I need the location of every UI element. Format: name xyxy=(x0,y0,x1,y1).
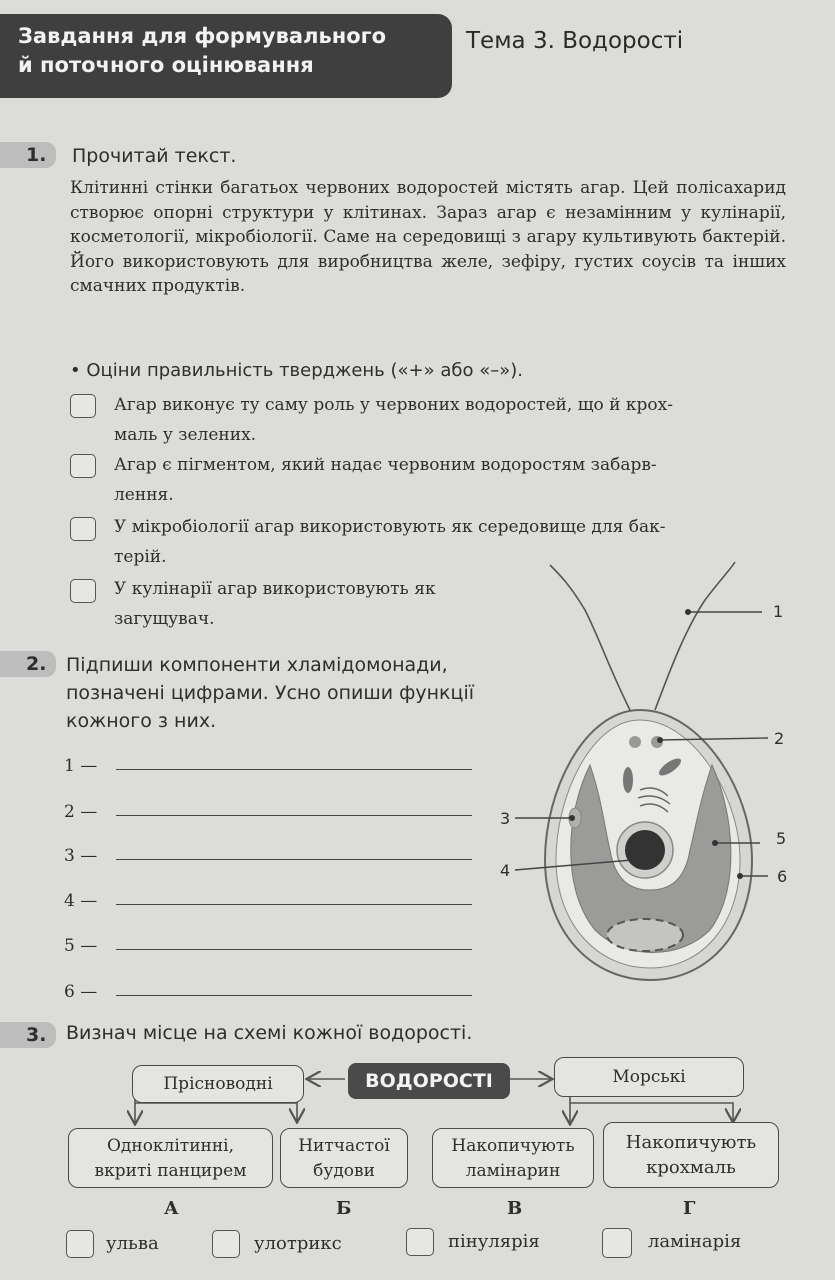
answer2-line[interactable] xyxy=(116,815,472,816)
answer2-label: 2 — xyxy=(64,802,98,822)
statement4-line1: У кулінарії агар використовують як xyxy=(114,579,436,599)
leaf-v-line2: ламінарин xyxy=(465,1161,561,1181)
diagram-label-6: 6 xyxy=(777,867,788,886)
task3-instruction: Визнач місце на схемі кожної водорості. xyxy=(66,1022,473,1044)
statement1 xyxy=(114,390,673,450)
diagram-label-3: 3 xyxy=(500,809,511,828)
statement2-checkbox[interactable] xyxy=(70,454,96,478)
answer5-line[interactable] xyxy=(116,949,472,950)
letter-b: Б xyxy=(336,1198,352,1219)
box-leaf-g xyxy=(603,1122,779,1188)
box-leaf-b xyxy=(280,1128,408,1188)
section-title-line1: Завдання для формувального xyxy=(18,24,387,48)
leaf-a-line2: вкриті панцирем xyxy=(94,1161,247,1181)
option-ulva-label: ульва xyxy=(106,1233,159,1254)
option-laminaria-label: ламінарія xyxy=(648,1231,742,1252)
answer6-line[interactable] xyxy=(116,995,472,996)
box-freshwater: Прісноводні xyxy=(132,1065,304,1103)
diagram-label-5: 5 xyxy=(776,829,787,848)
statement2-line2: лення. xyxy=(114,485,174,505)
answer3-label: 3 — xyxy=(64,846,98,866)
option-ulva-checkbox[interactable] xyxy=(66,1230,94,1258)
option-ulothrix-checkbox[interactable] xyxy=(212,1230,240,1258)
contractile-vacuole-left xyxy=(629,736,641,748)
task2-instruction xyxy=(66,651,474,735)
section-header xyxy=(0,14,452,98)
diagram-label-4: 4 xyxy=(500,861,511,880)
task2-line1: Підпиши компоненти хламідомонади, xyxy=(66,654,448,676)
statement2-line1: Агар є пігментом, який надає червоним водоростям забарв- xyxy=(114,455,657,475)
letter-g: Г xyxy=(683,1198,696,1219)
statement4-checkbox[interactable] xyxy=(70,579,96,603)
nucleolus xyxy=(625,830,665,870)
task2-line2: позначені цифрами. Усно опиши функції xyxy=(66,682,475,704)
task1-instruction: Прочитай текст. xyxy=(72,145,237,167)
task2-number: 2. xyxy=(0,651,56,677)
answer1-line[interactable] xyxy=(116,769,472,770)
statement1-line2: маль у зелених. xyxy=(114,425,257,445)
letter-v: В xyxy=(507,1198,523,1219)
task1-paragraph: Клітинні стінки багатьох червоних водоростей містять агар. Цей полісахарид створює опорні структури у клітинах. Зараз агар є незамінним у кулінарії, косметології, мікробіології. Саме на середовищі з агару культивують бактерій. Його використовують для виробництва желе, зефіру, густих соусів та інших смачних продуктів. xyxy=(70,178,786,296)
option-pinnularia-label: пінулярія xyxy=(448,1231,540,1252)
leaf-b-line2: будови xyxy=(313,1161,375,1181)
statement3-line1: У мікробіології агар використовують як середовище для бак- xyxy=(114,517,666,537)
task1-bullet: • Оціни правильність тверджень («+» або «–»). xyxy=(70,360,523,381)
flagellum-left xyxy=(550,565,630,710)
section-title-line2: й поточного оцінювання xyxy=(18,53,314,77)
option-laminaria-checkbox[interactable] xyxy=(602,1228,632,1258)
task3-number: 3. xyxy=(0,1022,56,1048)
statement1-line1: Агар виконує ту саму роль у червоних водоростей, що й крох- xyxy=(114,395,673,415)
answer4-label: 4 — xyxy=(64,891,98,911)
answer3-line[interactable] xyxy=(116,859,472,860)
task2-line3: кожного з них. xyxy=(66,710,217,732)
chlamydomonas-diagram xyxy=(490,560,810,1020)
leaf-g-line2: крохмаль xyxy=(646,1157,736,1178)
statement3-checkbox[interactable] xyxy=(70,517,96,541)
option-ulothrix-label: улотрикс xyxy=(254,1233,342,1254)
box-leaf-a xyxy=(68,1128,273,1188)
statement3-line2: терій. xyxy=(114,547,167,567)
answer1-label: 1 — xyxy=(64,756,98,776)
task1-number: 1. xyxy=(0,142,56,168)
answer4-line[interactable] xyxy=(116,904,472,905)
flagellum-right xyxy=(655,562,735,710)
leaf-a-line1: Одноклітинні, xyxy=(106,1136,235,1156)
box-leaf-v xyxy=(432,1128,594,1188)
letter-a: А xyxy=(164,1198,179,1219)
topic-title: Тема 3. Водорості xyxy=(466,28,684,54)
statement4-line2: загущувач. xyxy=(114,609,215,629)
option-pinnularia-checkbox[interactable] xyxy=(406,1228,434,1256)
box-marine: Морські xyxy=(554,1057,744,1097)
leaf-b-line1: Нитчастої xyxy=(298,1136,390,1156)
diagram-label-1: 1 xyxy=(773,602,784,621)
mitochondrion-1 xyxy=(623,767,633,793)
statement1-checkbox[interactable] xyxy=(70,394,96,418)
statement4 xyxy=(114,574,436,634)
leaf-v-line1: Накопичують xyxy=(451,1136,575,1156)
pyrenoid xyxy=(607,919,683,951)
diagram-label-2: 2 xyxy=(774,729,785,748)
answer6-label: 6 — xyxy=(64,982,98,1002)
leaf-g-line1: Накопичують xyxy=(625,1132,757,1153)
answer5-label: 5 — xyxy=(64,936,98,956)
box-algae: ВОДОРОСТІ xyxy=(348,1063,510,1099)
statement2 xyxy=(114,450,657,510)
